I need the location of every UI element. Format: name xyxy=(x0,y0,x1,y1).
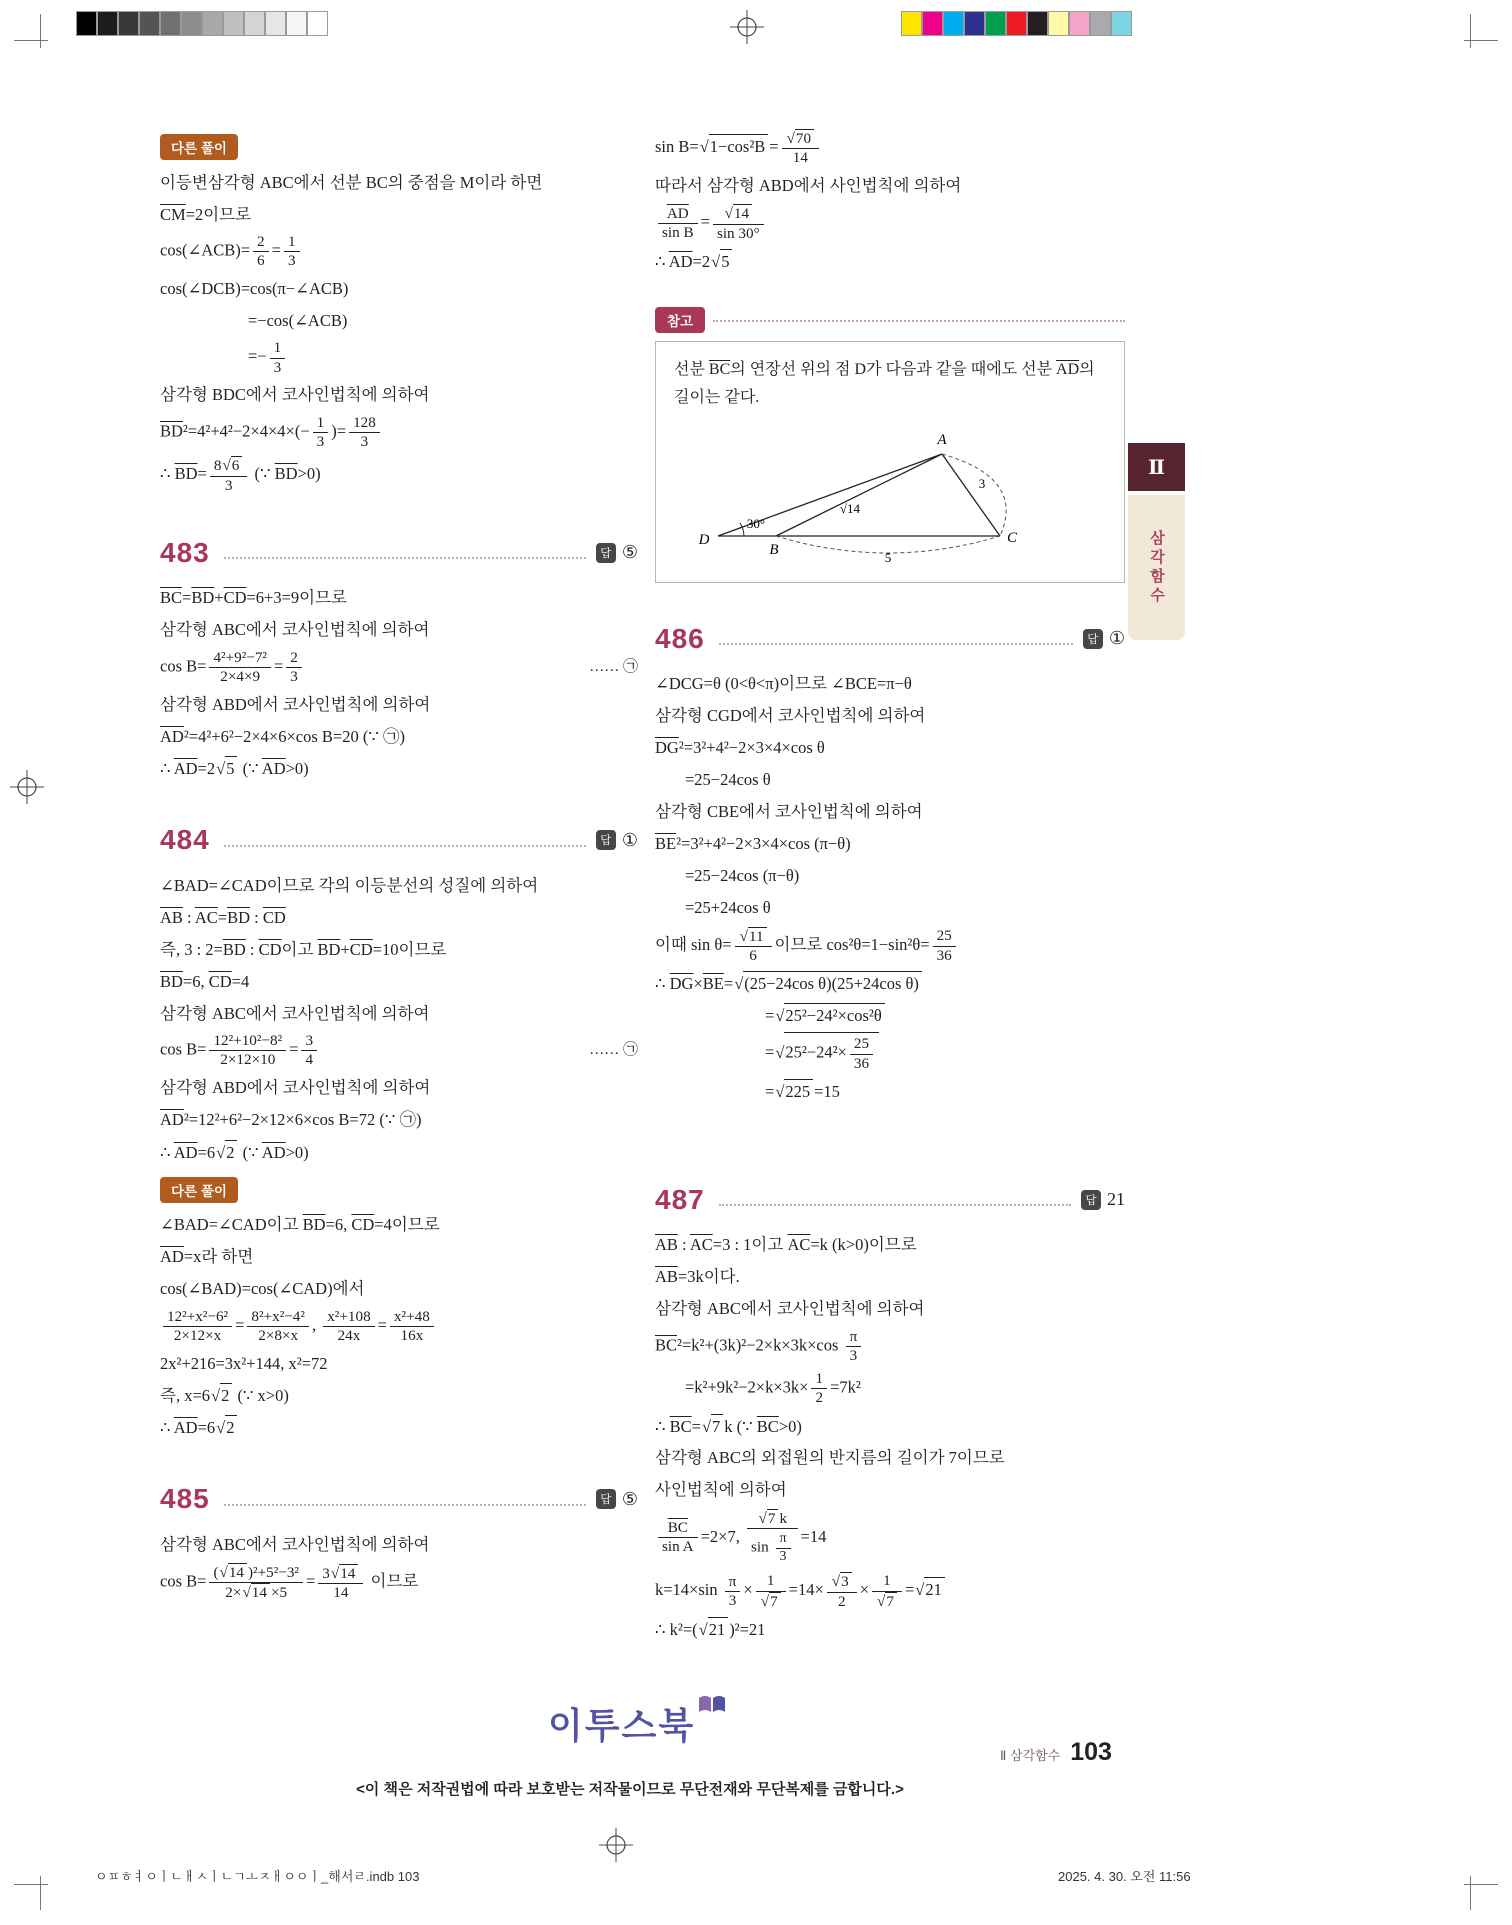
math-expression: ∴ $\overline{AD}=6$ √ 2 xyxy=(160,1415,238,1440)
registration-mark-left xyxy=(8,768,46,806)
book-icon xyxy=(697,1692,727,1716)
math-expression: $\overline{AB}=3k$이다. xyxy=(655,1267,740,1287)
print-color-swatch xyxy=(1027,11,1048,36)
math-line xyxy=(160,1105,638,1136)
math-line xyxy=(655,202,1125,244)
math-expression: ∴ k²=( √ 21 )²=21 xyxy=(655,1617,765,1642)
math-line xyxy=(655,1262,1125,1293)
math-expression: $\overline{AB}$ : $\overline{AC}=\overline{BD}$ : $\overline{CD}$ xyxy=(160,907,286,927)
math-expression: cos B= ( √ 14 )²+5²−3² 2× √ 14 ×5 = 3 √ 14 14 이므로 xyxy=(160,1564,419,1602)
math-line xyxy=(160,966,638,997)
math-expression: $\overline{BC}=\overline{BD}+\overline{CD}=6+3=9$이므로 xyxy=(160,588,347,608)
math-line xyxy=(160,273,638,304)
math-line xyxy=(160,337,638,378)
math-expression: $\overline{BD}=6$, $\overline{CD}=4$ xyxy=(160,971,250,991)
footer-section-label: Ⅱ 삼각함수 xyxy=(1000,1748,1061,1763)
print-color-swatch xyxy=(1090,11,1111,36)
math-expression: cos B= $\frac{\text{12²+10²−8²}}{2\times 12\times 10}$ = $\frac{3}{4}$ xyxy=(160,1030,320,1071)
math-expression: ∴ $\overline{AD}=2$ √ 5 xyxy=(655,249,733,274)
math-line xyxy=(655,1326,1125,1367)
math-line xyxy=(655,797,1125,828)
math-line xyxy=(160,380,638,411)
math-expression: ∴ $\overline{BD}=$ 8 √ 6 3 (∵ $\overline{BD}>0$) xyxy=(160,457,321,494)
math-expression: $\overline{CM}=2$이므로 xyxy=(160,204,252,224)
right-column xyxy=(655,126,1125,1646)
reference-badge: 참고 xyxy=(655,307,705,333)
math-expression: cos B= $\frac{\text{4²+9²−7²}}{2\times 4\times 9}$ = $\frac{2}{3}$ xyxy=(160,647,305,688)
crop-mark xyxy=(40,1876,41,1910)
math-line xyxy=(655,127,1125,169)
math-line xyxy=(160,231,638,272)
math-line xyxy=(160,1073,638,1104)
math-expression: = √ 25²−24²×cos²θ xyxy=(765,1003,886,1028)
spacer xyxy=(655,1108,1125,1144)
copyright-notice: <이 책은 저작권법에 따라 보호받는 저작물이므로 무단전재와 무단복제를 금합니다.> xyxy=(356,1781,904,1798)
math-expression: $\overline{BE}^2=3^2+4^2-2\times 3\times 4\times\cos$ (π−θ) xyxy=(655,834,851,854)
crop-mark xyxy=(1470,14,1471,48)
math-line xyxy=(655,669,1125,700)
math-line xyxy=(160,1561,638,1604)
answer-value: ① xyxy=(1108,628,1125,649)
math-line xyxy=(160,1030,638,1071)
math-line xyxy=(160,615,638,646)
math-line xyxy=(655,1475,1125,1506)
math-line xyxy=(160,998,638,1029)
print-color-swatch xyxy=(118,11,139,36)
reference-marker: …… ㉠ xyxy=(589,658,638,675)
reference-text: 선분 $\overline{BC}$의 연장선 위의 점 D가 다음과 같을 때에도 선분 $\overline{AD}$의 길이는 같다. xyxy=(674,360,1095,406)
answer-value: ① xyxy=(621,829,638,850)
math-line xyxy=(160,753,638,784)
problem-number: 484 xyxy=(160,824,210,856)
math-expression: 이등변삼각형 ABC에서 선분 BC의 중점을 M이라 하면 xyxy=(160,172,543,192)
math-expression: 삼각형 ABC에서 코사인법칙에 의하여 xyxy=(160,1534,430,1554)
math-line xyxy=(655,1230,1125,1261)
publisher-logo-text: 이투스북 xyxy=(548,1705,696,1746)
alt-solution-badge: 다른 풀이 xyxy=(160,1177,238,1203)
math-line xyxy=(655,1000,1125,1031)
math-expression: ∠BAD=∠CAD이므로 각의 이등분선의 성질에 의하여 xyxy=(160,875,539,895)
math-expression: =25−24cos θ xyxy=(685,770,771,790)
dotted-leader xyxy=(224,1493,586,1506)
print-color-swatch xyxy=(1069,11,1090,36)
left-column xyxy=(160,126,638,1606)
math-line xyxy=(655,1614,1125,1645)
math-line xyxy=(160,454,638,496)
math-expression: $\frac{\overline{BC}}{\text{sin A}}$ =2×7, √ 7 k sin $\frac{\pi}{3}$ =14 xyxy=(655,1507,826,1570)
math-line xyxy=(160,689,638,720)
publisher-logo xyxy=(548,1698,727,1749)
print-datetime: 2025. 4. 30. 오전 11:56 xyxy=(1058,1869,1191,1884)
math-line xyxy=(655,925,1125,967)
reference-section xyxy=(655,307,1125,583)
print-filename: ㅇㅍㅎㅕㅇㅣㄴㅐㅅㅣㄴㄱㅗㅈㅐㅇㅇㅣ_해서ㄹ.indb 103 xyxy=(95,1869,420,1884)
math-expression: 삼각형 ABC에서 코사인법칙에 의하여 xyxy=(655,1299,925,1319)
math-line xyxy=(160,1412,638,1443)
math-expression: $\overline{BC}^2=k^2+(3k)^2-2\times k\times 3k\times\cos$ $\frac{\pi}{3}$ xyxy=(655,1326,864,1367)
print-color-swatch xyxy=(307,11,328,36)
answer-value: ⑤ xyxy=(621,1488,638,1509)
answer-value: ⑤ xyxy=(621,542,638,563)
math-expression: $\overline{AD}^2=12^2+6^2-2\times 12\times 6\times\cos$ B=72 (∵ ㉠) xyxy=(160,1110,422,1130)
math-expression: =− $\frac{1}{3}$ xyxy=(248,337,288,378)
math-line xyxy=(655,1443,1125,1474)
crop-mark xyxy=(1470,1876,1471,1910)
crop-mark xyxy=(1464,40,1498,41)
math-expression: 2x²+216=3x²+144, x²=72 xyxy=(160,1353,328,1373)
problem-number: 486 xyxy=(655,622,705,654)
math-expression: $\frac{\text{12²+x²−6²}}{2\times 12\times x}$ = $\frac{\text{8²+x²−4²}}{2\times 8\times x}$ , $\frac{\text{x²+108}}{24x}$ = $\frac{\text{x²+48}}{16x}$ xyxy=(160,1306,437,1347)
math-expression: ∴ $\overline{BC}=$ √ 7 k (∵ $\overline{BC}>0$) xyxy=(655,1414,802,1439)
problem-number: 483 xyxy=(160,536,210,568)
crop-mark xyxy=(14,1884,48,1885)
math-line xyxy=(655,765,1125,796)
answer-icon: 답 xyxy=(596,543,616,563)
problem-header-486 xyxy=(655,623,1125,655)
answer-badge xyxy=(1083,628,1125,649)
math-expression: ∴ $\overline{AD}=2$ √ 5 (∵ $\overline{AD}>0$) xyxy=(160,756,309,781)
math-line xyxy=(160,1529,638,1560)
math-line xyxy=(160,647,638,688)
vertex-b-label: B xyxy=(769,541,779,558)
registration-mark-bottom xyxy=(597,1826,635,1864)
print-color-swatch xyxy=(202,11,223,36)
math-line xyxy=(655,968,1125,999)
math-line xyxy=(160,902,638,933)
math-line xyxy=(160,1274,638,1305)
print-color-swatch xyxy=(181,11,202,36)
math-line xyxy=(655,170,1125,201)
math-expression: $\overline{AD}=x$라 하면 xyxy=(160,1247,254,1267)
math-expression: ∴ $\overline{DG}\times\overline{BE}=$ √ (25−24cos θ)(25+24cos θ) xyxy=(655,971,923,996)
answer-icon: 답 xyxy=(1083,629,1103,649)
page-number: 103 xyxy=(1070,1738,1112,1766)
print-color-swatch xyxy=(244,11,265,36)
math-expression: =25+24cos θ xyxy=(685,898,771,918)
math-expression: 삼각형 CBE에서 코사인법칙에 의하여 xyxy=(655,802,923,822)
math-line xyxy=(655,829,1125,860)
math-expression: $\overline{AB}$ : $\overline{AC}=3$ : 1이고 $\overline{AC}=k$ (k>0)이므로 xyxy=(655,1235,917,1255)
math-line xyxy=(655,861,1125,892)
math-line xyxy=(160,412,638,453)
color-print-bar xyxy=(900,11,1131,36)
vertex-a-label: A xyxy=(937,431,947,448)
dotted-leader xyxy=(224,834,586,847)
math-expression: ∠DCG=θ (0<θ<π)이므로 ∠BCE=π−θ xyxy=(655,674,912,694)
math-expression: 따라서 삼각형 ABD에서 사인법칙에 의하여 xyxy=(655,175,962,195)
problem-number: 487 xyxy=(655,1183,705,1215)
answer-badge xyxy=(596,830,638,851)
problem-number: 485 xyxy=(160,1483,210,1515)
crop-mark xyxy=(1464,1884,1498,1885)
chapter-tab: Ⅱ xyxy=(1128,443,1185,491)
math-expression: ∠BAD=∠CAD이고 $\overline{BD}=6$, $\overline{CD}=4$이므로 xyxy=(160,1215,440,1235)
math-line xyxy=(160,1380,638,1411)
answer-icon: 답 xyxy=(596,1489,616,1509)
vertex-d-label: D xyxy=(698,531,710,548)
registration-mark-top xyxy=(728,8,766,46)
math-expression: = √ 225 =15 xyxy=(765,1079,840,1104)
print-color-swatch xyxy=(139,11,160,36)
math-line xyxy=(655,1032,1125,1074)
math-expression: 삼각형 ABC의 외접원의 반지름의 길이가 7이므로 xyxy=(655,1448,1005,1468)
side-bc-label: 5 xyxy=(884,549,892,565)
math-line xyxy=(655,1294,1125,1325)
math-expression: 삼각형 ABC에서 코사인법칙에 의하여 xyxy=(160,1003,430,1023)
dotted-leader xyxy=(224,546,586,559)
answer-icon: 답 xyxy=(596,830,616,850)
section-tab: 삼각함수 xyxy=(1128,495,1185,640)
math-expression: cos(∠ACB)= $\frac{2}{6}$ = $\frac{1}{3}$ xyxy=(160,231,303,272)
print-color-swatch xyxy=(964,11,985,36)
print-color-swatch xyxy=(1006,11,1027,36)
answer-value: 21 xyxy=(1107,1189,1125,1210)
math-line xyxy=(655,1570,1125,1612)
triangle-diagram xyxy=(690,416,1090,574)
math-line xyxy=(655,733,1125,764)
math-expression: =25−24cos (π−θ) xyxy=(685,866,800,886)
angle-label: 30° xyxy=(746,515,766,531)
math-line xyxy=(160,721,638,752)
math-line xyxy=(160,870,638,901)
dotted-leader xyxy=(719,632,1073,645)
math-expression: $\overline{DG}^2=3^2+4^2-2\times 3\times 4\times\cos$ θ xyxy=(655,738,825,758)
math-expression: =−cos(∠ACB) xyxy=(248,310,348,330)
math-line xyxy=(655,701,1125,732)
problem-header-487 xyxy=(655,1184,1125,1216)
reference-marker: …… ㉠ xyxy=(589,1042,638,1059)
math-expression: cos(∠DCB)=cos(π−∠ACB) xyxy=(160,278,349,298)
math-line xyxy=(160,1306,638,1347)
print-color-swatch xyxy=(97,11,118,36)
problem-header-485 xyxy=(160,1483,638,1515)
answer-badge xyxy=(596,542,638,563)
math-line xyxy=(160,934,638,965)
math-line xyxy=(655,1076,1125,1107)
math-line xyxy=(160,1137,638,1168)
problems-486-487 xyxy=(655,623,1125,1645)
math-line xyxy=(160,305,638,336)
print-color-swatch xyxy=(160,11,181,36)
problem-header-484 xyxy=(160,824,638,856)
answer-badge xyxy=(596,1489,638,1510)
print-color-swatch xyxy=(901,11,922,36)
side-ac-label: 3 xyxy=(978,475,986,491)
print-color-swatch xyxy=(985,11,1006,36)
problem-485-continued xyxy=(655,127,1125,277)
math-line xyxy=(160,199,638,230)
answer-badge xyxy=(1081,1189,1125,1210)
print-color-swatch xyxy=(286,11,307,36)
math-line xyxy=(655,1368,1125,1409)
vertex-c-label: C xyxy=(1006,529,1018,546)
math-line xyxy=(160,583,638,614)
dotted-leader xyxy=(719,1193,1071,1206)
math-expression: 삼각형 CGD에서 코사인법칙에 의하여 xyxy=(655,706,926,726)
math-expression: 삼각형 ABD에서 코사인법칙에 의하여 xyxy=(160,694,431,714)
alt-solution-badge: 다른 풀이 xyxy=(160,134,238,160)
math-expression: 즉, 3 : $2=\overline{BD}$ : $\overline{CD}$이고 $\overline{BD}+\overline{CD}=10$이므로 xyxy=(160,939,447,959)
math-expression: 삼각형 BDC에서 코사인법칙에 의하여 xyxy=(160,385,430,405)
math-expression: sin B= √ 1−cos²B = √ 70 14 xyxy=(655,127,822,169)
print-color-swatch xyxy=(922,11,943,36)
reference-box xyxy=(655,341,1125,583)
math-line xyxy=(655,1411,1125,1442)
math-expression: cos(∠BAD)=cos(∠CAD)에서 xyxy=(160,1279,365,1299)
math-expression: = √ 25²−24²× $\frac{25}{36}$ xyxy=(765,1032,880,1074)
math-expression: 사인법칙에 의하여 xyxy=(655,1480,787,1500)
reference-header xyxy=(655,307,1125,333)
problem-header-483 xyxy=(160,537,638,569)
math-line xyxy=(160,167,638,198)
math-expression: $\frac{\overline{AD}}{\text{sin B}}$ = √ 14 sin 30° xyxy=(655,202,767,244)
crop-mark xyxy=(40,14,41,48)
answer-icon: 답 xyxy=(1081,1190,1101,1210)
math-line xyxy=(655,893,1125,924)
print-color-swatch xyxy=(1111,11,1132,36)
math-line xyxy=(655,1507,1125,1570)
math-expression: =k²+9k²−2×k×3k× $\frac{1}{2}$ =7k² xyxy=(685,1370,861,1407)
print-color-swatch xyxy=(76,11,97,36)
print-color-swatch xyxy=(265,11,286,36)
math-expression: $\overline{AD}^2=4^2+6^2-2\times 4\times 6\times\cos$ B=20 (∵ ㉠) xyxy=(160,726,405,746)
print-color-swatch xyxy=(223,11,244,36)
crop-mark xyxy=(14,40,48,41)
math-line xyxy=(160,1348,638,1379)
side-ab-label: √14 xyxy=(839,500,861,516)
math-expression: 삼각형 ABD에서 코사인법칙에 의하여 xyxy=(160,1078,431,1098)
math-line xyxy=(160,1242,638,1273)
math-line xyxy=(160,1210,638,1241)
math-expression: 즉, x=6 √ 2 (∵ x>0) xyxy=(160,1383,289,1408)
grayscale-print-bar xyxy=(75,11,327,36)
math-expression: k=14×sin $\frac{\pi}{3}$ × 1 √ 7 =14× √ 3 2 × 1 √ 7 = √ 21 xyxy=(655,1570,946,1612)
dotted-line xyxy=(713,318,1125,322)
math-expression: ∴ $\overline{AD}=6$ √ 2 (∵ $\overline{AD}>0$) xyxy=(160,1140,309,1165)
page-footer xyxy=(1000,1738,1112,1767)
print-color-swatch xyxy=(943,11,964,36)
math-line xyxy=(655,246,1125,277)
print-color-swatch xyxy=(1048,11,1069,36)
math-expression: 삼각형 ABC에서 코사인법칙에 의하여 xyxy=(160,620,430,640)
math-expression: $\overline{BD}^2=4^2+4^2-2\times 4\times 4\times(-$ $\frac{1}{3}$ )= $\frac{128}{3}$ xyxy=(160,412,383,453)
math-expression: 이때 sin θ= √ 11 6 이므로 cos²θ=1−sin²θ= $\frac{25}{36}$ xyxy=(655,925,959,967)
